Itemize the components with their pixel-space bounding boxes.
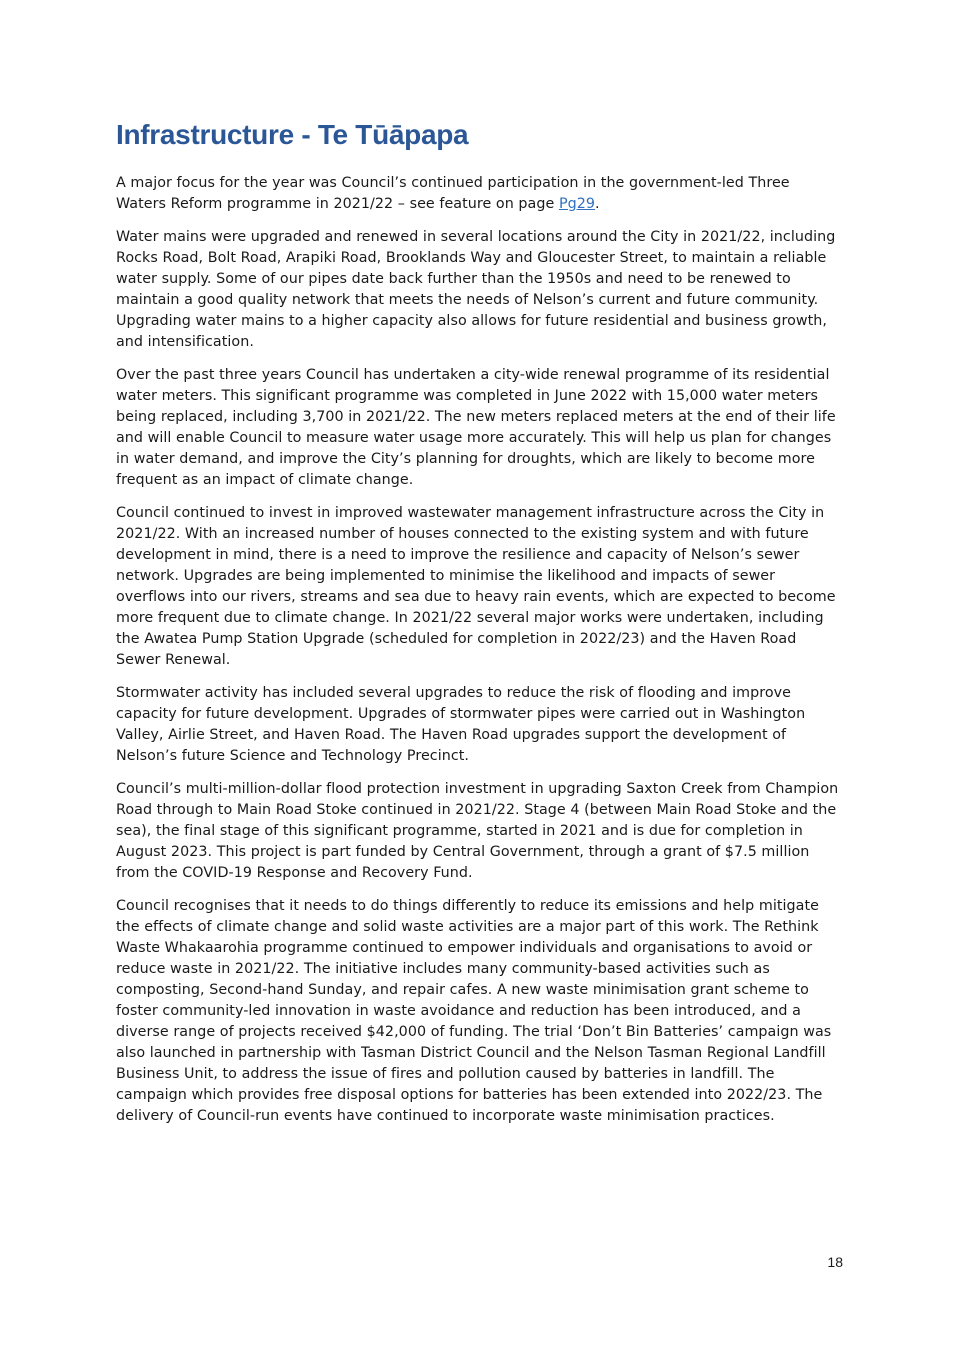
page-reference-link[interactable]: Pg29 [558,196,596,212]
page-title: Infrastructure - Te Tūāpapa [116,119,469,150]
paragraph-water-meters: Over the past three years Council has undertaken a city-wide renewal programme of its residential water meters. This significant programme was completed in June 2022 with 15,000 water meters being replaced, including 3,700 in 2021/22. The new meters replaced meters at the end of their life and will enable Council to measure water usage more accurately. This will help us plan for changes in water demand, and improve the City’s planning for droughts, which are likely to become more frequent as an impact of climate change. [116,367,836,488]
paragraph-wastewater: Council continued to invest in improved wastewater management infrastructure across the City in 2021/22. With an increased number of houses connected to the existing system and with future development in mind, there is a need to improve the resilience and capacity of Nelson’s sewer network. Upgrades are being implemented to minimise the likelihood and impacts of sewer overflows into our rivers, streams and sea due to heavy rain events, which are expected to become more frequent due to climate change. In 2021/22 several major works were undertaken, including the Awatea Pump Station Upgrade (scheduled for completion in 2022/23) and the Haven Road Sewer Renewal. [116,505,836,668]
page-number: 18 [827,1254,843,1270]
paragraph-three-waters [116,173,842,215]
paragraph-text-end: . [595,196,600,212]
paragraph-stormwater: Stormwater activity has included several upgrades to reduce the risk of flooding and improve capacity for future development. Upgrades of stormwater pipes were carried out in Washington Valley, Airlie Street, and Haven Road. The Haven Road upgrades support the development of Nelson’s future Science and Technology Precinct. [116,685,806,764]
paragraph-water-mains: Water mains were upgraded and renewed in several locations around the City in 2021/22, including Rocks Road, Bolt Road, Arapiki Road, Brooklands Way and Gloucester Street, to maintain a reliable water supply. Some of our pipes date back further than the 1950s and need to be renewed to maintain a good quality network that meets the needs of Nelson’s current and future community. Upgrading water mains to a higher capacity also allows for future residential and business growth, and intensification. [116,229,836,350]
paragraph-text: A major focus for the year was Council’s continued participation in the government-led Three Waters Reform programme in 2021/22 – see feature on page [116,175,790,212]
paragraph-solid-waste: Council recognises that it needs to do things differently to reduce its emissions and help mitigate the effects of climate change and solid waste activities are a major part of this work. The Rethink Waste Whakaarohia programme continued to empower individuals and organisations to avoid or reduce waste in 2021/22. The initiative includes many community-based activities such as composting, Second-hand Sunday, and repair cafes. A new waste minimisation grant scheme to foster community-led innovation in waste avoidance and reduction has been introduced, and a diverse range of projects received $42,000 of funding. The trial ‘Don’t Bin Batteries’ campaign was also launched in partnership with Tasman District Council and the Nelson Tasman Regional Landfill Business Unit, to address the issue of fires and pollution caused by batteries in landfill. The campaign which provides free disposal options for batteries has been extended into 2022/23. The delivery of Council-run events have continued to incorporate waste minimisation practices. [116,898,832,1124]
paragraph-flood-protection: Council’s multi-million-dollar flood protection investment in upgrading Saxton Creek from Champion Road through to Main Road Stoke continued in 2021/22. Stage 4 (between Main Road Stoke and the sea), the final stage of this significant programme, started in 2021 and is due for completion in August 2023. This project is part funded by Central Government, through a grant of $7.5 million from the COVID-19 Response and Recovery Fund. [116,781,839,881]
page-content [116,117,842,1139]
